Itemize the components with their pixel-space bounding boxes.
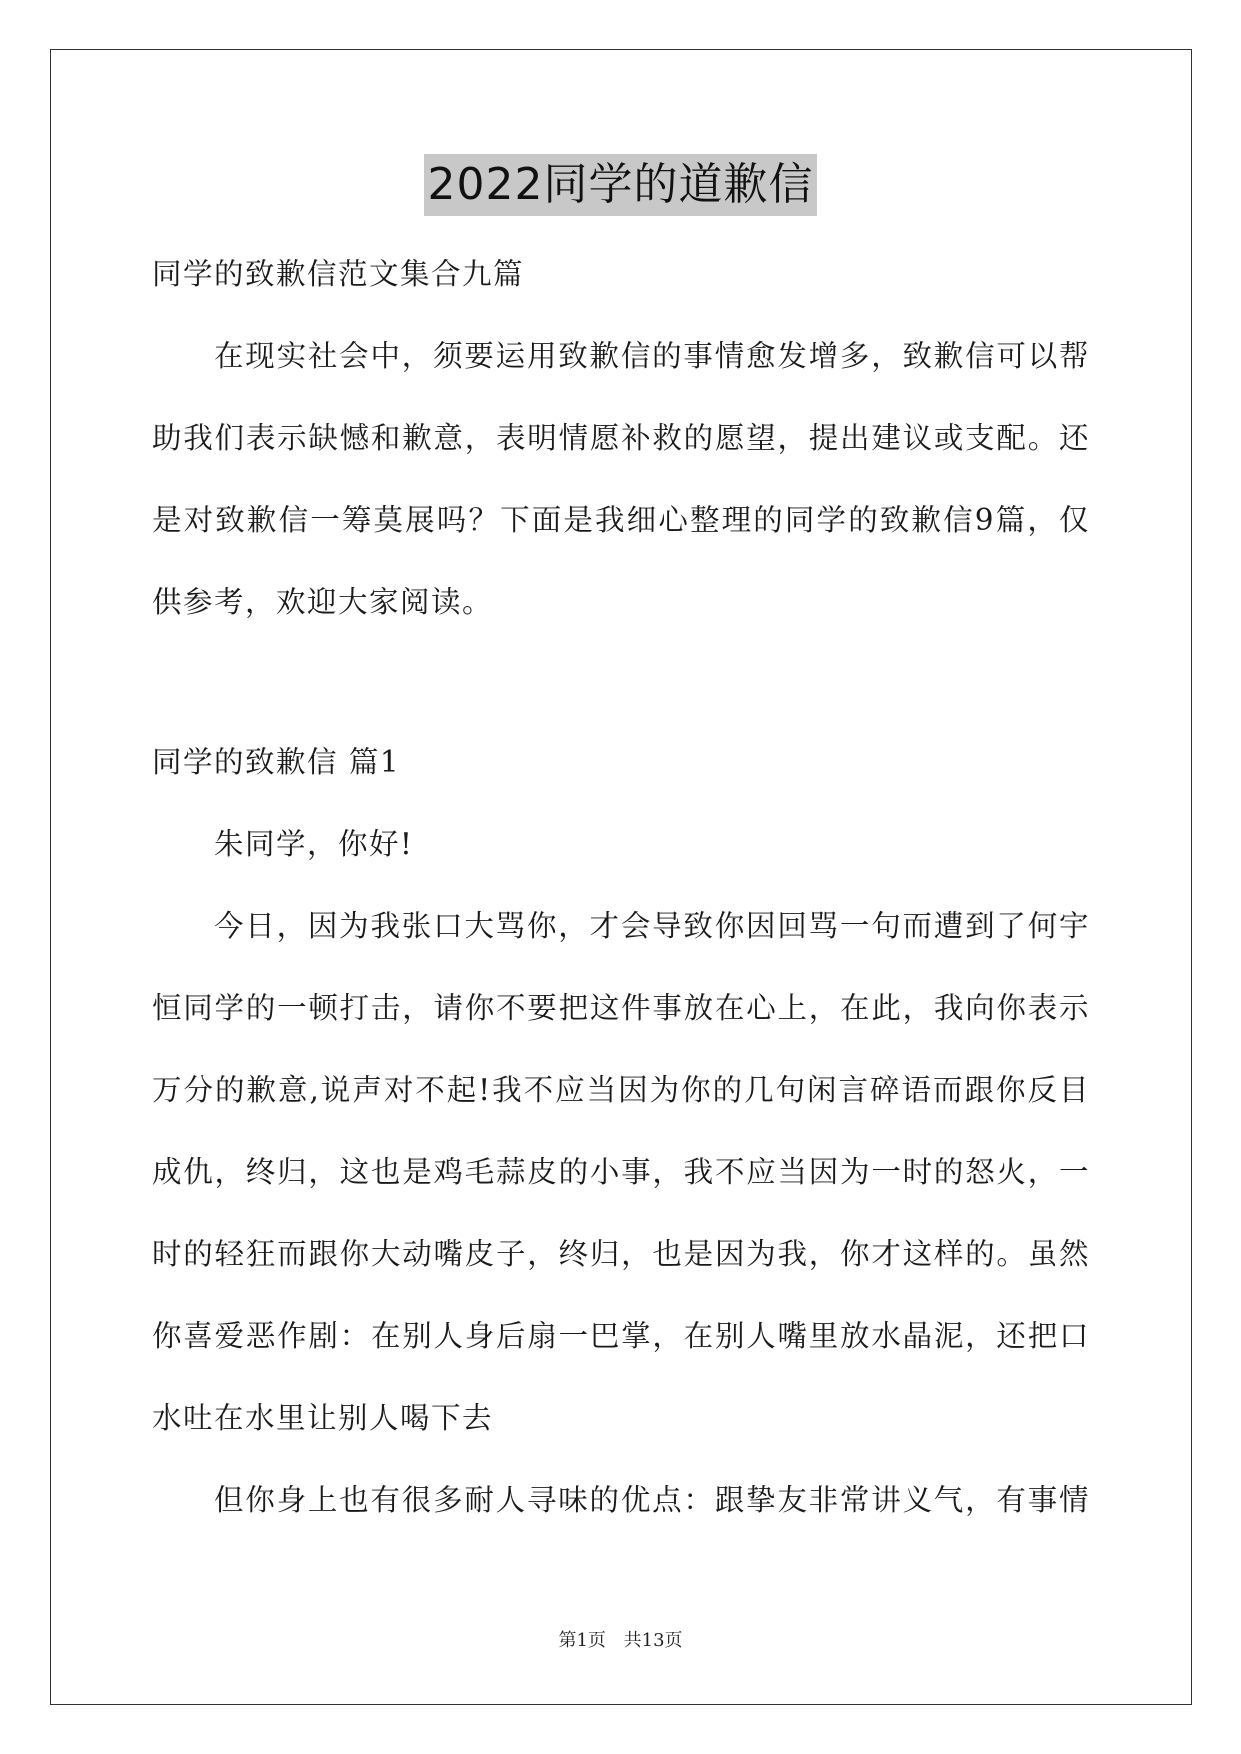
paragraph-line: 水吐在水里让别人喝下去	[152, 1401, 494, 1435]
paragraph-line: 恒同学的一顿打击，请你不要把这件事放在心上，在此，我向你表示	[152, 991, 1090, 1025]
paragraph-line: 时的轻狂而跟你大动嘴皮子，终归，也是因为我，你才这样的。虽然	[152, 1237, 1090, 1271]
greeting: 朱同学，你好!	[214, 827, 414, 861]
paragraph-line: 今日，因为我张口大骂你，才会导致你因回骂一句而遭到了何宇	[214, 909, 1090, 943]
intro-line: 在现实社会中，须要运用致歉信的事情愈发增多，致歉信可以帮	[214, 339, 1090, 373]
document-body	[152, 233, 1090, 1541]
section-heading: 同学的致歉信 篇1	[152, 745, 401, 779]
paragraph-line: 但你身上也有很多耐人寻味的优点：跟挚友非常讲义气，有事情	[214, 1483, 1090, 1517]
page-footer	[0, 1626, 1241, 1652]
document-title: 2022同学的道歉信	[424, 154, 818, 216]
intro-line: 供参考，欢迎大家阅读。	[152, 585, 494, 619]
spacer	[152, 643, 1090, 721]
paragraph-line: 万分的歉意,说声对不起!我不应当因为你的几句闲言碎语而跟你反目	[152, 1073, 1090, 1107]
page-number: 第1页	[558, 1630, 606, 1651]
subtitle: 同学的致歉信范文集合九篇	[152, 257, 525, 291]
page-total: 共13页	[623, 1630, 683, 1651]
paragraph-line: 成仇，终归，这也是鸡毛蒜皮的小事，我不应当因为一时的怒火，一	[152, 1155, 1090, 1189]
intro-line: 助我们表示缺憾和歉意，表明情愿补救的愿望，提出建议或支配。还	[152, 421, 1090, 455]
intro-line: 是对致歉信一筹莫展吗？下面是我细心整理的同学的致歉信9篇，仅	[152, 503, 1090, 537]
title-container	[0, 154, 1241, 216]
paragraph-line: 你喜爱恶作剧：在别人身后扇一巴掌，在别人嘴里放水晶泥，还把口	[152, 1319, 1090, 1353]
